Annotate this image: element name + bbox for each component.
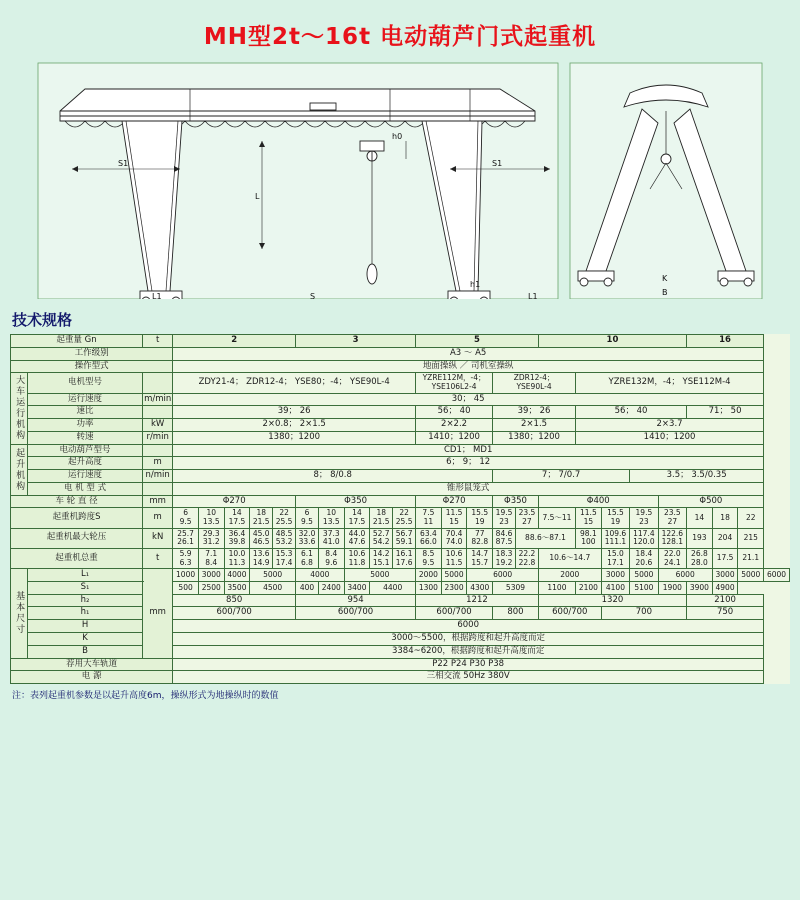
S1-v8: 1300 [416, 581, 442, 594]
hoist-group-label: 起升机构 [11, 444, 28, 495]
wl-v6: 37.3 41.0 [318, 528, 344, 548]
S1-v15: 5100 [630, 581, 658, 594]
travel-speed-value: 30； 45 [173, 393, 764, 406]
wl-v15: 98.1 100 [576, 528, 602, 548]
L1-v8: 6000 [467, 569, 538, 582]
rail-label: 荐用大车轨道 [11, 658, 173, 671]
power-1: 2×0.8； 2×1.5 [173, 419, 416, 432]
table-row-power [11, 419, 790, 432]
span-v4: 22 25.5 [273, 508, 296, 528]
span-v7: 14 17.5 [344, 508, 370, 528]
table-row-power-source [11, 671, 790, 684]
wl-v0: 25.7 26.1 [173, 528, 199, 548]
tw-v0: 5.9 6.3 [173, 548, 199, 568]
wl-v20: 204 [712, 528, 738, 548]
tw-v21: 21.1 [738, 548, 764, 568]
wl-v14: 88.6～87.1 [515, 528, 575, 548]
tw-v10: 8.5 9.5 [416, 548, 442, 568]
power-source-label: 电 源 [11, 671, 173, 684]
span-v16: 11.5 15 [576, 508, 602, 528]
lift-height-label: 起升高度 [28, 457, 143, 470]
hoist-model-label: 电动葫芦型号 [28, 444, 143, 457]
table-row-capacity [11, 335, 790, 348]
rpm-2: 1410；1200 [416, 431, 493, 444]
capacity-unit: t [143, 335, 173, 348]
L1-v14: 5000 [738, 569, 764, 582]
span-v12: 15.5 19 [467, 508, 493, 528]
tw-v12: 14.7 15.7 [467, 548, 493, 568]
tw-v5: 6.1 6.8 [296, 548, 319, 568]
span-v6: 10 13.5 [318, 508, 344, 528]
motor-model-label: 电机型号 [28, 373, 143, 393]
work-class-value: A3 ～ A5 [173, 347, 764, 360]
tw-v14: 22.2 22.8 [515, 548, 538, 568]
capacity-16: 16 [687, 335, 764, 348]
tw-v18: 22.0 24.1 [658, 548, 686, 568]
table-row-hoist-speed [11, 470, 790, 483]
span-v0: 6 9.5 [173, 508, 199, 528]
tw-v20: 17.5 [712, 548, 738, 568]
h2-label: h₂ [28, 594, 143, 607]
B-value: 3384~6200，根据跨度和起升高度而定 [173, 645, 764, 658]
table-row-K [11, 633, 790, 646]
tw-v1: 7.1 8.4 [198, 548, 224, 568]
power-label: 功率 [28, 419, 143, 432]
L1-v15: 6000 [764, 569, 790, 582]
tw-v11: 10.6 11.5 [441, 548, 467, 568]
motor-model-1: ZDY21-4； ZDR12-4； YSE80；-4； YSE90L-4 [173, 373, 416, 393]
tw-v15: 10.6～14.7 [538, 548, 601, 568]
L1-v7: 5000 [441, 569, 467, 582]
operation-label: 操作型式 [11, 360, 173, 373]
tw-v13: 18.3 19.2 [493, 548, 516, 568]
motor-model-unit [143, 373, 173, 393]
ratio-5: 71； 50 [687, 406, 764, 419]
dim-label-s1-left: S1 [118, 159, 129, 168]
wl-v4: 48.5 53.2 [273, 528, 296, 548]
ratio-4: 56； 40 [576, 406, 687, 419]
dim-label-s: S [310, 292, 316, 299]
power-4: 2×3.7 [576, 419, 764, 432]
table-row-h2 [11, 594, 790, 607]
hoist-model-value: CD1； MD1 [173, 444, 764, 457]
rpm-label: 转速 [28, 431, 143, 444]
travel-group-label: 大车运行机构 [11, 373, 28, 444]
S1-v6: 3400 [344, 581, 370, 594]
page-title: MH型2t～16t 电动葫芦门式起重机 [203, 24, 597, 50]
L1-label: L₁ [28, 569, 143, 582]
wl-v1: 29.3 31.2 [198, 528, 224, 548]
h2-v4: 2100 [687, 594, 764, 607]
dim-label-l1-right: L1 [528, 292, 538, 299]
tw-v9: 16.1 17.6 [393, 548, 416, 568]
dim-label-k: K [662, 274, 668, 283]
h2-v2: 1212 [416, 594, 539, 607]
h1-v0: 600/700 [173, 607, 296, 620]
span-v18: 19.5 23 [630, 508, 658, 528]
span-v17: 15.5 19 [601, 508, 629, 528]
table-row-span [11, 508, 790, 528]
S1-label: S₁ [28, 581, 143, 594]
table-row-work-class [11, 347, 790, 360]
dim-label-b: B [662, 288, 668, 297]
S1-v3: 4500 [250, 581, 296, 594]
hoist-speed-label: 运行速度 [28, 470, 143, 483]
wl-v5: 32.0 33.6 [296, 528, 319, 548]
span-v14: 23.5 27 [515, 508, 538, 528]
span-v1: 10 13.5 [198, 508, 224, 528]
dim-label-l1-left: L1 [152, 292, 162, 299]
h1-v5: 700 [601, 607, 686, 620]
tw-v6: 8.4 9.6 [318, 548, 344, 568]
tw-v8: 14.2 15.1 [370, 548, 393, 568]
span-v21: 18 [712, 508, 738, 528]
L1-v11: 5000 [630, 569, 658, 582]
hoist-model-unit [143, 444, 173, 457]
lift-height-unit: m [143, 457, 173, 470]
table-row-S1 [11, 581, 790, 594]
total-weight-unit: t [143, 548, 173, 568]
capacity-2: 2 [173, 335, 296, 348]
spec-table-wrapper [10, 334, 790, 684]
motor-type-label: 电 机 型 式 [28, 482, 143, 495]
travel-speed-label: 运行速度 [28, 393, 143, 406]
S1-v14: 4100 [601, 581, 629, 594]
wheel-dia-5: Φ400 [538, 495, 658, 508]
wl-v3: 45.0 46.5 [250, 528, 273, 548]
table-row-wheel-dia [11, 495, 790, 508]
table-row-L1 [11, 569, 790, 582]
S1-v1: 2500 [198, 581, 224, 594]
wl-v17: 117.4 120.0 [630, 528, 658, 548]
span-v22: 22 [738, 508, 764, 528]
power-2: 2×2.2 [416, 419, 493, 432]
span-v10: 7.5 11 [416, 508, 442, 528]
motor-type-value: 锥形鼠笼式 [173, 482, 764, 495]
table-row-wheel-load [11, 528, 790, 548]
S1-v11: 5309 [493, 581, 539, 594]
tw-v2: 10.0 11.3 [224, 548, 250, 568]
rpm-1: 1380；1200 [173, 431, 416, 444]
ratio-label: 速比 [28, 406, 143, 419]
wl-v18: 122.6 128.1 [658, 528, 686, 548]
work-class-label: 工作级别 [11, 347, 173, 360]
h2-v3: 1320 [538, 594, 686, 607]
hoist-speed-1: 8； 8/0.8 [173, 470, 493, 483]
wheel-dia-label: 车 轮 直 径 [11, 495, 143, 508]
span-v2: 14 17.5 [224, 508, 250, 528]
table-row-lift-height [11, 457, 790, 470]
S1-v9: 2300 [441, 581, 467, 594]
hoist-speed-2: 7； 7/0.7 [493, 470, 630, 483]
wheel-dia-2: Φ350 [296, 495, 416, 508]
L1-v1: 3000 [198, 569, 224, 582]
table-row-motor-model [11, 373, 790, 393]
rpm-4: 1410；1200 [576, 431, 764, 444]
tw-v4: 15.3 17.4 [273, 548, 296, 568]
capacity-3: 3 [296, 335, 416, 348]
capacity-10: 10 [538, 335, 686, 348]
H-value: 6000 [173, 620, 764, 633]
L1-v6: 2000 [416, 569, 442, 582]
section-heading: 技术规格 [12, 311, 73, 329]
span-label: 起重机跨度S [11, 508, 143, 528]
power-source-value: 三相交流 50Hz 380V [173, 671, 764, 684]
motor-model-2: YZRE112M，-4； YSE106L2-4 [416, 373, 493, 393]
wl-v8: 52.7 54.2 [370, 528, 393, 548]
L1-v10: 3000 [601, 569, 629, 582]
L1-v12: 6000 [658, 569, 712, 582]
S1-v5: 2400 [318, 581, 344, 594]
table-row-rpm [11, 431, 790, 444]
S1-v2: 3500 [224, 581, 250, 594]
capacity-5: 5 [416, 335, 539, 348]
span-v11: 11.5 15 [441, 508, 467, 528]
operation-value: 地面操纵 ／ 司机室操纵 [173, 360, 764, 373]
table-note: 注：表列起重机参数是以起升高度6m，操纵形式为地操纵时的数值 [12, 691, 279, 702]
span-unit: m [143, 508, 173, 528]
table-row-operation [11, 360, 790, 373]
lift-height-value: 6； 9； 12 [173, 457, 764, 470]
capacity-label: 起重量 Gn [11, 335, 143, 348]
wheel-dia-4: Φ350 [493, 495, 539, 508]
wl-v10: 63.4 66.0 [416, 528, 442, 548]
K-value: 3000～5500，根据跨度和起升高度而定 [173, 633, 764, 646]
wl-v11: 70.4 74.0 [441, 528, 467, 548]
tw-v3: 13.6 14.9 [250, 548, 273, 568]
table-row-h1 [11, 607, 790, 620]
table-row-total-weight [11, 548, 790, 568]
ratio-2: 56； 40 [416, 406, 493, 419]
wheel-dia-3: Φ270 [416, 495, 493, 508]
h2-v1: 954 [296, 594, 416, 607]
table-row-hoist-model [11, 444, 790, 457]
table-row-B [11, 645, 790, 658]
B-label: B [28, 645, 143, 658]
dim-group-label: 基本尺寸 [11, 569, 28, 658]
K-label: K [28, 633, 143, 646]
span-v9: 22 25.5 [393, 508, 416, 528]
gantry-crane-diagram [30, 59, 770, 299]
table-row-rail [11, 658, 790, 671]
wheel-dia-unit: mm [143, 495, 173, 508]
L1-v3: 5000 [250, 569, 296, 582]
S1-v7: 4400 [370, 581, 416, 594]
h1-v4: 600/700 [538, 607, 601, 620]
wl-v7: 44.0 47.6 [344, 528, 370, 548]
dim-label-s1-right: S1 [492, 159, 503, 168]
h1-label: h₁ [28, 607, 143, 620]
span-v19: 23.5 27 [658, 508, 686, 528]
h1-v2: 600/700 [416, 607, 493, 620]
motor-model-3: ZDR12-4； YSE90L-4 [493, 373, 576, 393]
wheel-dia-1: Φ270 [173, 495, 296, 508]
L1-v13: 3000 [712, 569, 738, 582]
wl-v21: 215 [738, 528, 764, 548]
hoist-speed-unit: n/min [143, 470, 173, 483]
travel-speed-unit: m/min [143, 393, 173, 406]
wheel-load-unit: kN [143, 528, 173, 548]
ratio-1: 39； 26 [173, 406, 416, 419]
tw-v17: 18.4 20.6 [630, 548, 658, 568]
span-v15: 7.5～11 [538, 508, 575, 528]
L1-v5: 5000 [344, 569, 415, 582]
rpm-3: 1380；1200 [493, 431, 576, 444]
S1-v4: 400 [296, 581, 319, 594]
h1-v6: 750 [687, 607, 764, 620]
wheel-dia-6: Φ500 [658, 495, 763, 508]
span-v5: 6 9.5 [296, 508, 319, 528]
hoist-speed-3: 3.5； 3.5/0.35 [630, 470, 764, 483]
dim-label-h0: h0 [392, 132, 403, 141]
S1-v12: 1100 [538, 581, 575, 594]
rpm-unit: r/min [143, 431, 173, 444]
L1-v2: 4000 [224, 569, 250, 582]
wl-v12: 77 82.8 [467, 528, 493, 548]
L1-v9: 2000 [538, 569, 601, 582]
total-weight-label: 起重机总重 [11, 548, 143, 568]
tw-v19: 26.8 28.0 [687, 548, 713, 568]
dim-label-l: L [255, 192, 260, 201]
H-label: H [28, 620, 143, 633]
power-3: 2×1.5 [493, 419, 576, 432]
wl-v2: 36.4 39.8 [224, 528, 250, 548]
table-row-ratio [11, 406, 790, 419]
tw-v16: 15.0 17.1 [601, 548, 629, 568]
spec-table [10, 334, 790, 684]
rail-value: P22 P24 P30 P38 [173, 658, 764, 671]
dim-label-h1: h1 [470, 280, 481, 289]
wl-v13: 84.6 87.5 [493, 528, 516, 548]
h1-v1: 600/700 [296, 607, 416, 620]
table-row-motor-type [11, 482, 790, 495]
span-v3: 18 21.5 [250, 508, 273, 528]
wl-v19: 193 [687, 528, 713, 548]
technical-drawing [30, 59, 770, 299]
S1-v18: 4900 [712, 581, 738, 594]
S1-v16: 1900 [658, 581, 686, 594]
h2-v0: 850 [173, 594, 296, 607]
dim-unit: mm [143, 569, 173, 658]
S1-v10: 4300 [467, 581, 493, 594]
S1-v17: 3900 [687, 581, 713, 594]
ratio-3: 39； 26 [493, 406, 576, 419]
wheel-load-label: 起重机最大轮压 [11, 528, 143, 548]
span-v13: 19.5 23 [493, 508, 516, 528]
S1-v0: 500 [173, 581, 199, 594]
S1-v13: 2100 [576, 581, 602, 594]
motor-model-4: YZRE132M，-4； YSE112M-4 [576, 373, 764, 393]
h1-v3: 800 [493, 607, 539, 620]
ratio-unit [143, 406, 173, 419]
L1-v0: 1000 [173, 569, 199, 582]
table-row-H [11, 620, 790, 633]
wl-v9: 56.7 59.1 [393, 528, 416, 548]
table-row-travel-speed [11, 393, 790, 406]
wl-v16: 109.6 111.1 [601, 528, 629, 548]
motor-type-unit [143, 482, 173, 495]
L1-v4: 4000 [296, 569, 345, 582]
span-v20: 14 [687, 508, 713, 528]
span-v8: 18 21.5 [370, 508, 393, 528]
power-unit: kW [143, 419, 173, 432]
tw-v7: 10.6 11.8 [344, 548, 370, 568]
